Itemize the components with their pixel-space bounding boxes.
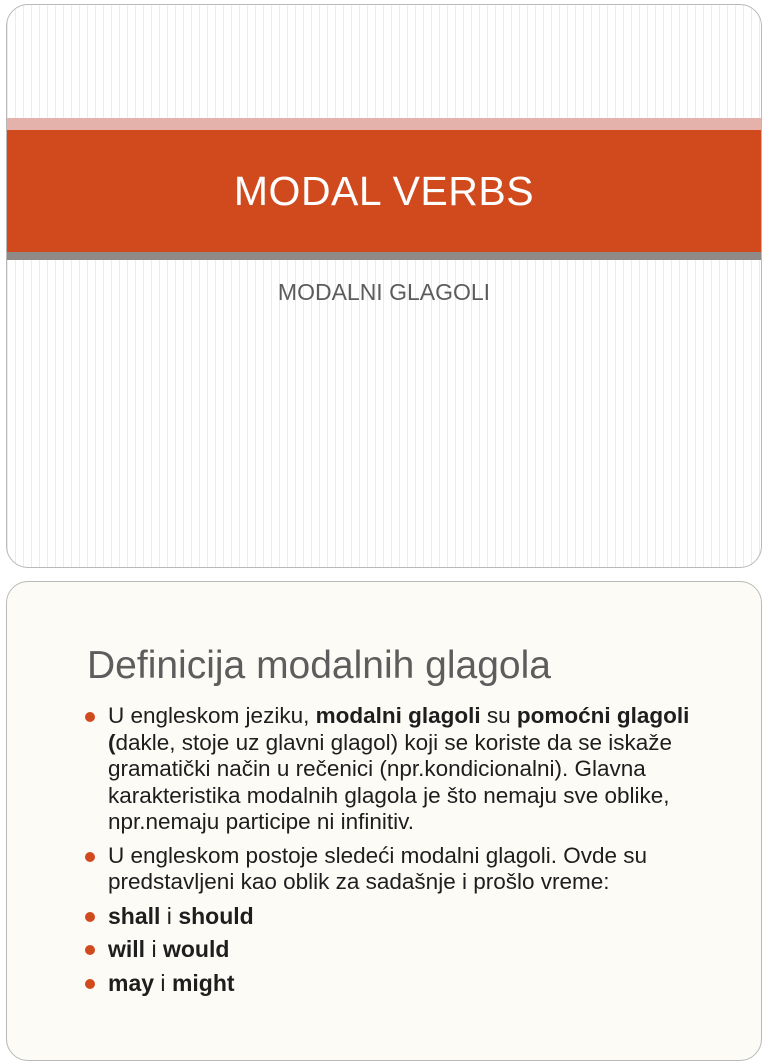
title-banner bbox=[7, 130, 761, 252]
modal-verb-present: shall bbox=[108, 902, 161, 929]
bullet-item bbox=[83, 703, 733, 836]
bullet-dot-icon bbox=[85, 912, 95, 922]
bullet-item bbox=[83, 843, 733, 896]
bullet-dot-icon bbox=[85, 712, 95, 722]
bullet-item-pair bbox=[83, 936, 733, 963]
bullet-text: U engleskom jeziku, bbox=[108, 703, 316, 728]
bullet-item-pair bbox=[83, 903, 733, 930]
content-slide bbox=[6, 581, 762, 1061]
bullet-list bbox=[83, 703, 733, 1003]
modal-verb-past: should bbox=[178, 902, 254, 929]
bullet-dot-icon bbox=[85, 852, 95, 862]
pair-separator: i bbox=[154, 969, 172, 996]
bullet-text: su bbox=[480, 703, 517, 728]
modal-verb-present: will bbox=[108, 936, 146, 962]
modal-verb-past: would bbox=[162, 936, 230, 962]
accent-stripe-bottom bbox=[7, 252, 761, 260]
bullet-item-pair bbox=[83, 970, 733, 997]
bullet-text: U engleskom postoje sledeći modalni glagoli. Ovde su predstavljeni kao oblik za sadašnje i prošlo vreme: bbox=[108, 842, 648, 894]
bullet-dot-icon bbox=[85, 979, 95, 989]
slide-title: MODAL VERBS bbox=[233, 167, 535, 214]
bullet-bold-text: modalni glagoli bbox=[315, 703, 481, 728]
slide-subtitle: MODALNI GLAGOLI bbox=[277, 279, 491, 305]
bullet-text: dakle, stoje uz glavni glagol) koji se koriste da se iskaže gramatički način u rečenici (npr.kondicionalni). Glavna karakteristika modalnih glagola je što nemaju sve oblike, npr.nemaju participe ni infinitiv. bbox=[108, 729, 673, 834]
accent-stripe-top bbox=[7, 118, 761, 130]
pair-separator: i bbox=[160, 902, 179, 929]
pair-separator: i bbox=[145, 936, 163, 962]
modal-verb-present: may bbox=[108, 969, 155, 996]
title-slide bbox=[6, 4, 762, 568]
bullet-bold-text: pomoćni glagoli ( bbox=[108, 703, 690, 755]
modal-verb-past: might bbox=[171, 969, 235, 996]
slide-heading: Definicija modalnih glagola bbox=[87, 644, 551, 687]
bullet-dot-icon bbox=[85, 945, 95, 955]
